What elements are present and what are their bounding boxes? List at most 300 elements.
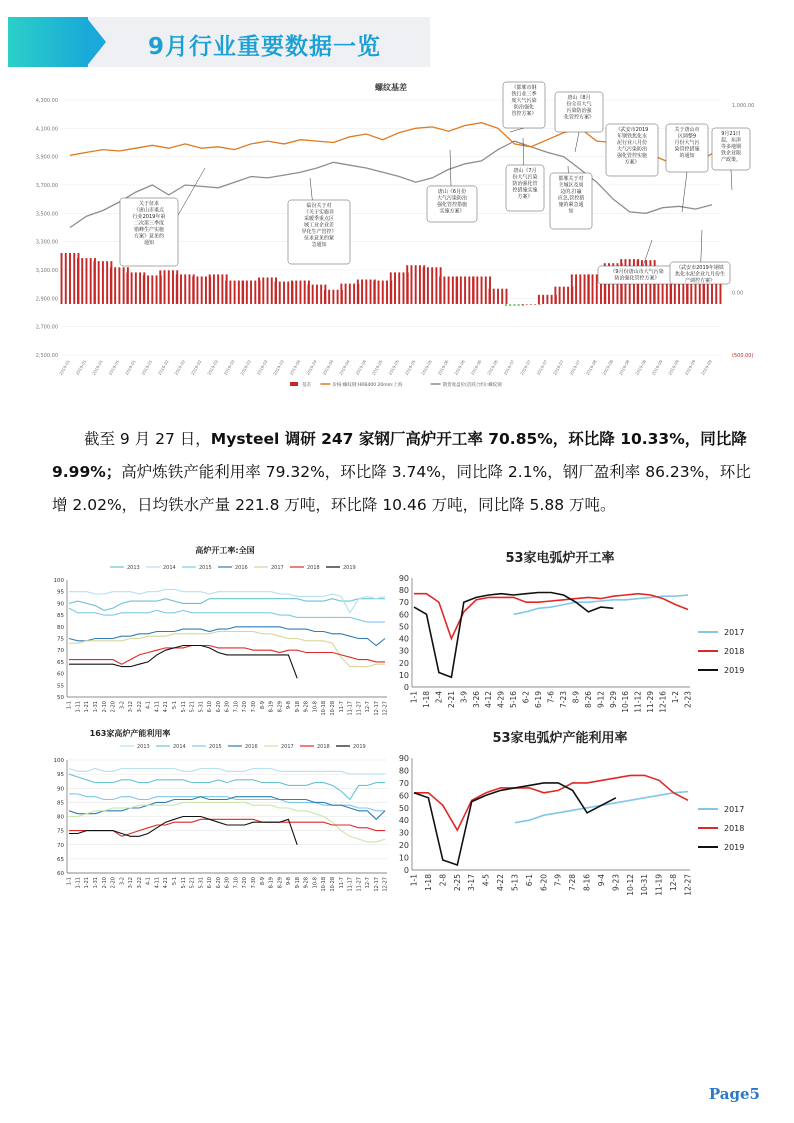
y-tick-label: 90 xyxy=(57,601,64,608)
x-tick-label: 10-31 xyxy=(640,874,650,896)
basis-bar xyxy=(403,272,405,304)
basis-bar xyxy=(538,295,540,304)
y-tick-label: 0 xyxy=(403,866,409,875)
x-tick-label: 4-5 xyxy=(481,874,491,887)
x-tick-label: 9-28 xyxy=(303,877,310,889)
annotation-text: 唐山《6月份 xyxy=(437,189,467,195)
y-tick-label: 10 xyxy=(398,670,409,680)
legend-label: 2017 xyxy=(724,628,745,637)
x-tick-label: 2019-01 xyxy=(58,359,71,376)
y-tick-label: 2,900.00 xyxy=(35,296,58,303)
x-tick-label: 2019-01 xyxy=(124,359,137,376)
y-tick-label: 100 xyxy=(53,578,64,584)
x-tick-label: 3-12 xyxy=(128,877,135,889)
basis-bar xyxy=(126,272,128,304)
legend-label: 2015 xyxy=(209,744,222,750)
series-line-2013 xyxy=(69,769,385,775)
x-tick-label: 2-25 xyxy=(452,874,462,892)
x-tick-label: 10-8 xyxy=(312,877,319,889)
y-tick-label: 80 xyxy=(57,814,64,821)
basis-bar xyxy=(513,304,515,306)
basis-bar xyxy=(328,290,330,304)
basis-bar xyxy=(506,289,508,304)
y-tick-label: 3,500.00 xyxy=(35,211,58,218)
summary-paragraph xyxy=(52,423,752,522)
basis-bar xyxy=(349,284,351,304)
chart-title: 高炉开工率:全国 xyxy=(195,546,255,555)
basis-bar xyxy=(427,267,429,304)
x-tick-label: 2019-05 xyxy=(370,359,384,376)
y-tick-label: 90 xyxy=(398,574,409,583)
annotation-text: 行业2019年第 xyxy=(132,214,166,220)
basis-bar xyxy=(406,265,408,304)
x-tick-label: 6-30 xyxy=(224,701,231,713)
x-tick-label: 11-27 xyxy=(356,701,363,716)
annotation-text: 关于唐山市 xyxy=(674,127,700,133)
x-tick-label: 1-31 xyxy=(93,701,99,713)
x-tick-label: 2019-01 xyxy=(107,359,121,376)
x-tick-label: 4-11 xyxy=(154,877,161,889)
basis-bar xyxy=(196,276,198,304)
y-tick-label: 30 xyxy=(398,828,409,838)
annotation-text: 征求意见的紧 xyxy=(303,235,335,242)
y-tick-label: 60 xyxy=(57,871,64,877)
x-tick-label: 7-6 xyxy=(546,691,556,704)
legend-label: 2019 xyxy=(724,843,745,852)
basis-bar xyxy=(460,276,462,304)
annotation-text: 焦化水泥企业九月份生 xyxy=(674,271,726,278)
summary-rest: 高炉炼铁产能利用率 79.32%，环比降 3.74%，同比降 2.1%，钢厂盈利率 86.23%，环比增 2.02%，日均铁水产量 221.8 万吨，环比降 10.46 万吨，同比降 5.88 万吨。 xyxy=(52,463,751,514)
x-tick-label: 6-10 xyxy=(207,701,214,713)
legend-label: 价格:螺纹钢:HRB400 20mm:上海 xyxy=(332,383,403,388)
x-tick-label: 1-1 xyxy=(66,877,73,886)
x-tick-label: 2019-03 xyxy=(239,359,252,376)
annotation-text: 防治强化 xyxy=(513,104,535,111)
x-tick-label: 7-23 xyxy=(558,691,568,709)
annotation-text: 应急,管控措 xyxy=(557,195,585,202)
legend-label: 2018 xyxy=(724,824,745,833)
y-tick-label: 0 xyxy=(403,683,409,692)
y-tick-label: 2,500.00 xyxy=(35,353,58,359)
legend-label: 2018 xyxy=(317,744,330,750)
y-tick-label: 65 xyxy=(57,856,64,863)
y-tick-label: 75 xyxy=(57,828,64,835)
basis-bar xyxy=(180,274,182,304)
series-line-2014 xyxy=(69,774,385,799)
annotation-pointer xyxy=(575,132,579,152)
basis-bar xyxy=(213,274,215,304)
y-tick-label: 3,300.00 xyxy=(35,239,58,246)
page-number: Page5 xyxy=(708,1085,760,1103)
y-tick-label: 95 xyxy=(57,589,64,596)
basis-bar xyxy=(81,258,83,304)
basis-bar xyxy=(234,281,236,304)
legend-label: 2019 xyxy=(724,666,745,675)
basis-bar xyxy=(192,276,194,304)
annotation-text: 强化管控措施 xyxy=(436,202,468,208)
basis-bar xyxy=(521,304,523,305)
basis-bar xyxy=(353,284,355,304)
basis-bar xyxy=(279,282,281,304)
x-tick-label: 2019-04 xyxy=(354,359,368,376)
basis-bar xyxy=(509,304,511,306)
x-tick-label: 9-4 xyxy=(596,874,606,887)
basis-bar xyxy=(262,277,264,304)
y-tick-label: 3,700.00 xyxy=(35,183,58,189)
basis-bar xyxy=(106,261,108,304)
annotation-pointer xyxy=(731,170,732,190)
annotation-text: 防治强化管 xyxy=(512,181,538,187)
x-tick-label: 2019-06 xyxy=(486,359,499,376)
y-tick-label: 20 xyxy=(398,658,409,668)
basis-bar xyxy=(242,281,244,304)
x-tick-label: 8-19 xyxy=(268,877,275,889)
x-tick-label: 12-27 xyxy=(382,701,389,716)
x-tick-label: 7-20 xyxy=(242,877,249,889)
x-tick-label: 4-21 xyxy=(163,701,170,713)
annotation-text: 控措施实施 xyxy=(512,187,538,194)
x-tick-label: 2019-09 xyxy=(700,359,713,376)
annotation-text: 方案》意见的 xyxy=(133,233,165,240)
y-tick-label: 80 xyxy=(398,586,409,596)
basis-bar xyxy=(291,281,293,304)
basis-bar xyxy=(61,253,63,304)
x-tick-label: 2-8 xyxy=(438,874,448,887)
annotation-text: 份全市大气 xyxy=(566,101,592,108)
series-line-2013 xyxy=(69,599,385,611)
x-tick-label: 8-29 xyxy=(277,877,284,889)
annotation-text: 等多地钢 xyxy=(720,144,742,150)
x-tick-label: 11-7 xyxy=(338,701,345,713)
basis-bar xyxy=(73,253,75,304)
x-tick-label: 2019-06 xyxy=(453,359,466,376)
basis-bar xyxy=(110,267,112,304)
basis-bar xyxy=(135,272,137,304)
annotation-text: 防治强化管控方案》 xyxy=(614,275,660,282)
basis-bar xyxy=(275,282,277,304)
basis-bar xyxy=(307,285,309,304)
y-tick-label: 4,300.00 xyxy=(35,98,58,104)
basis-bar xyxy=(225,281,227,304)
x-tick-label: 11-12 xyxy=(633,691,643,713)
x-tick-label: 2019-07 xyxy=(552,359,565,376)
basis-bar xyxy=(250,281,252,304)
annotation-text: 染管控措施 xyxy=(674,146,700,153)
basis-bar xyxy=(373,281,375,304)
basis-bar xyxy=(378,281,380,304)
series-line-2019 xyxy=(414,593,613,678)
basis-bar xyxy=(287,282,289,304)
x-tick-label: 6-30 xyxy=(224,877,231,889)
y2-tick-label: 1,000.00 xyxy=(732,103,755,109)
annotation-text: 的通知 xyxy=(679,153,695,159)
basis-bar xyxy=(168,270,170,304)
x-tick-label: 1-18 xyxy=(423,874,433,892)
x-tick-label: 2019-02 xyxy=(189,359,203,376)
y-tick-label: 60 xyxy=(57,671,64,678)
x-tick-label: 2019-01 xyxy=(91,359,104,376)
legend-label: 2018 xyxy=(724,647,745,656)
legend-label: 2013 xyxy=(137,744,150,750)
x-tick-label: 6-1 xyxy=(524,874,534,887)
basis-bar xyxy=(534,304,536,305)
basis-bar xyxy=(172,270,174,304)
x-tick-label: 2-10 xyxy=(101,701,108,713)
x-tick-label: 8-26 xyxy=(583,691,593,709)
annotation-text: 产政策。 xyxy=(720,157,742,163)
annotation-text: 《9月份唐山市大气污染 xyxy=(610,269,664,275)
basis-bar xyxy=(592,274,594,304)
x-tick-label: 9-8 xyxy=(286,701,293,710)
basis-bar xyxy=(370,280,372,304)
x-tick-label: 4-1 xyxy=(145,701,152,710)
annotation-text: 化管控方案》 xyxy=(563,114,595,121)
basis-bar xyxy=(65,253,67,304)
basis-bar xyxy=(456,276,458,304)
x-tick-label: 6-20 xyxy=(215,877,222,889)
x-tick-label: 5-21 xyxy=(189,701,196,713)
x-tick-label: 2-20 xyxy=(110,701,117,713)
annotation-text: 份大气污染 xyxy=(512,174,538,181)
x-tick-label: 8-9 xyxy=(571,691,581,704)
y-tick-label: 90 xyxy=(398,754,409,763)
x-tick-label: 2019-08 xyxy=(634,359,648,376)
x-tick-label: 8-19 xyxy=(268,701,275,713)
x-tick-label: 7-20 xyxy=(242,701,249,713)
x-tick-label: 1-21 xyxy=(84,701,91,713)
x-tick-label: 8-9 xyxy=(259,877,266,886)
basis-bar xyxy=(201,276,203,304)
x-tick-label: 7-9 xyxy=(553,874,563,887)
basis-bar xyxy=(365,280,367,304)
basis-bar xyxy=(386,281,388,304)
basis-bar xyxy=(443,276,445,304)
basis-bar xyxy=(554,287,556,304)
legend-label: 2019 xyxy=(343,565,356,571)
chart-title: 163家高炉产能利用率 xyxy=(89,729,171,738)
annotation-text: 知 xyxy=(568,208,574,215)
basis-bar xyxy=(485,276,487,304)
x-tick-label: 1-18 xyxy=(421,691,431,709)
x-tick-label: 2019-01 xyxy=(140,359,154,376)
bf-operating-rate-chart xyxy=(25,540,395,725)
basis-bar xyxy=(139,272,141,304)
basis-bar xyxy=(77,258,79,304)
x-tick-label: 10-12 xyxy=(625,874,635,896)
basis-bar xyxy=(131,272,133,304)
basis-bar xyxy=(476,276,478,304)
eaf-capacity-utilization-chart xyxy=(390,725,770,905)
x-tick-label: 7-10 xyxy=(233,701,240,713)
x-tick-label: 11-19 xyxy=(654,874,664,896)
legend-label: 2014 xyxy=(173,744,186,750)
x-tick-label: 2019-03 xyxy=(222,359,236,376)
x-tick-label: 2019-06 xyxy=(469,359,483,376)
annotation-text: 实施方案》 xyxy=(439,208,465,215)
x-tick-label: 11-7 xyxy=(338,877,345,889)
basis-bar xyxy=(209,274,211,304)
x-tick-label: 2-21 xyxy=(446,691,456,709)
basis-bar xyxy=(151,275,153,304)
annotation-text: 方案》 xyxy=(517,194,533,200)
annotation-text: 采暖季重点区 xyxy=(303,216,335,222)
x-tick-label: 12-27 xyxy=(382,877,389,892)
rebar-basis-chart xyxy=(20,80,760,390)
annotation-text: 泥行业八月份 xyxy=(616,140,648,146)
annotation-text: 大气污染防治 xyxy=(616,146,648,153)
x-tick-label: 4-12 xyxy=(484,691,494,709)
x-tick-label: 12-27 xyxy=(683,874,693,896)
annotation-text: 《武安市2019 xyxy=(615,127,649,133)
basis-bar xyxy=(324,290,326,304)
basis-bar xyxy=(571,274,573,304)
basis-bar xyxy=(563,287,565,304)
series-line-2017 xyxy=(69,802,385,842)
y2-tick-label: 0.00 xyxy=(732,290,744,297)
basis-bar xyxy=(123,267,125,304)
y-tick-label: 70 xyxy=(398,598,409,608)
x-tick-label: 7-30 xyxy=(251,701,257,713)
x-tick-label: 4-11 xyxy=(154,701,161,713)
x-tick-label: 2019-06 xyxy=(436,359,450,376)
annotation-text: 产调控方案》 xyxy=(684,278,716,284)
y-tick-label: 100 xyxy=(53,758,64,764)
x-tick-label: 11-17 xyxy=(347,877,354,892)
annotation-text: 二次第三季度 xyxy=(133,220,165,227)
basis-bar xyxy=(205,276,207,304)
x-tick-label: 7-30 xyxy=(251,877,257,889)
y-tick-label: 40 xyxy=(398,634,409,644)
basis-bar xyxy=(526,304,528,305)
annotation-text: 铁行业三季 xyxy=(511,91,537,98)
y-tick-label: 50 xyxy=(57,695,64,701)
x-tick-label: 2019-03 xyxy=(272,359,285,376)
annotation-text: 强化管控实施 xyxy=(616,153,648,159)
x-tick-label: 2019-08 xyxy=(601,359,615,376)
basis-bar xyxy=(579,274,581,304)
y-tick-label: 3,900.00 xyxy=(35,154,58,161)
legend-label: 基差 xyxy=(302,383,311,388)
basis-bar xyxy=(267,277,269,304)
annotation-text: 关于征求 xyxy=(138,201,160,207)
annotation-text: 度大气污染 xyxy=(511,98,537,104)
basis-bar xyxy=(90,258,92,304)
x-tick-label: 5-21 xyxy=(189,877,196,889)
x-tick-label: 8-29 xyxy=(277,701,284,713)
x-tick-label: 2-10 xyxy=(101,877,108,889)
y-tick-label: 80 xyxy=(57,624,64,631)
annotation-text: 《武安市2019年钢铁 xyxy=(676,265,724,271)
x-tick-label: 10-28 xyxy=(330,877,336,892)
x-tick-label: 1-2 xyxy=(671,691,681,704)
x-tick-label: 5-1 xyxy=(172,877,178,886)
basis-bar xyxy=(481,276,483,304)
x-tick-label: 2-23 xyxy=(683,691,693,709)
x-tick-label: 2019-03 xyxy=(255,359,269,376)
header-accent xyxy=(8,17,88,67)
annotation-text: 大气污染防治 xyxy=(436,195,468,202)
basis-bar xyxy=(489,289,491,304)
annotation-text: 邯郸关于对 xyxy=(558,176,584,182)
x-tick-label: 5-31 xyxy=(198,877,205,889)
basis-bar xyxy=(587,274,589,304)
x-tick-label: 12-7 xyxy=(365,701,372,713)
chart-title: 53家电弧炉产能利用率 xyxy=(492,731,628,746)
basis-bar xyxy=(439,276,441,304)
x-tick-label: 2019-08 xyxy=(584,359,598,376)
x-tick-label: 6-20 xyxy=(539,874,549,892)
annotation-text: 方案》 xyxy=(624,159,640,166)
header-arrow-icon xyxy=(86,17,106,67)
basis-bar xyxy=(299,281,301,304)
x-tick-label: 11-27 xyxy=(356,877,363,892)
basis-bar xyxy=(102,261,104,304)
annotation-text: 唐山《8月 xyxy=(567,95,591,101)
annotation-text: 急通知 xyxy=(311,242,327,248)
y-tick-label: 4,100.00 xyxy=(35,126,58,133)
basis-bar xyxy=(501,289,503,304)
basis-bar xyxy=(493,289,495,304)
x-tick-label: 2-20 xyxy=(110,877,117,889)
basis-bar xyxy=(316,285,318,304)
x-tick-label: 1-11 xyxy=(75,701,82,713)
summary-bold: Mysteel 调研 247 家钢厂高炉开工率 70.85%，环比降 10.33%，同比降 9.99%； xyxy=(52,430,747,481)
y-tick-label: 30 xyxy=(398,646,409,656)
annotation-text: 《邯郸市钢 xyxy=(511,85,537,91)
y-tick-label: 75 xyxy=(57,636,64,643)
x-tick-label: 2019-03 xyxy=(206,359,220,376)
annotation-text: 《关于实施非 xyxy=(303,209,335,216)
basis-bar xyxy=(332,290,334,304)
basis-bar xyxy=(320,285,322,304)
x-tick-label: 3-2 xyxy=(119,877,126,886)
basis-bar xyxy=(431,267,433,304)
basis-bar xyxy=(143,275,145,304)
basis-bar xyxy=(229,281,231,304)
basis-bar xyxy=(156,275,158,304)
basis-bar xyxy=(448,276,450,304)
basis-bar xyxy=(337,290,339,304)
page-title: 9月行业重要数据一览 xyxy=(148,34,382,60)
legend-label: 2016 xyxy=(245,744,258,750)
x-tick-label: 6-10 xyxy=(207,877,214,889)
x-tick-label: 9-28 xyxy=(303,701,310,713)
legend-label: 2016 xyxy=(235,565,248,571)
legend-label: 2017 xyxy=(281,744,294,750)
basis-bar xyxy=(575,274,577,304)
basis-bar xyxy=(584,274,586,304)
series-line-2015 xyxy=(69,608,385,622)
summary-lead: 截至 9 月 27 日， xyxy=(84,430,211,448)
x-tick-label: 12-7 xyxy=(365,877,372,889)
chart-title: 螺纹基差 xyxy=(375,83,407,92)
x-tick-label: 8-16 xyxy=(582,874,592,892)
y-tick-label: 40 xyxy=(398,816,409,826)
basis-bar xyxy=(114,267,116,304)
basis-bar xyxy=(415,265,417,304)
basis-bar xyxy=(423,267,425,304)
x-tick-label: 3-12 xyxy=(128,701,135,713)
x-tick-label: 3-17 xyxy=(467,874,477,892)
basis-bar xyxy=(159,270,161,304)
basis-bar xyxy=(452,276,454,304)
x-tick-label: 2019-04 xyxy=(338,359,351,376)
x-tick-label: 3-26 xyxy=(471,691,481,709)
basis-bar xyxy=(176,274,178,304)
basis-bar xyxy=(468,276,470,304)
y-tick-label: 85 xyxy=(57,613,64,620)
basis-bar xyxy=(254,281,256,304)
